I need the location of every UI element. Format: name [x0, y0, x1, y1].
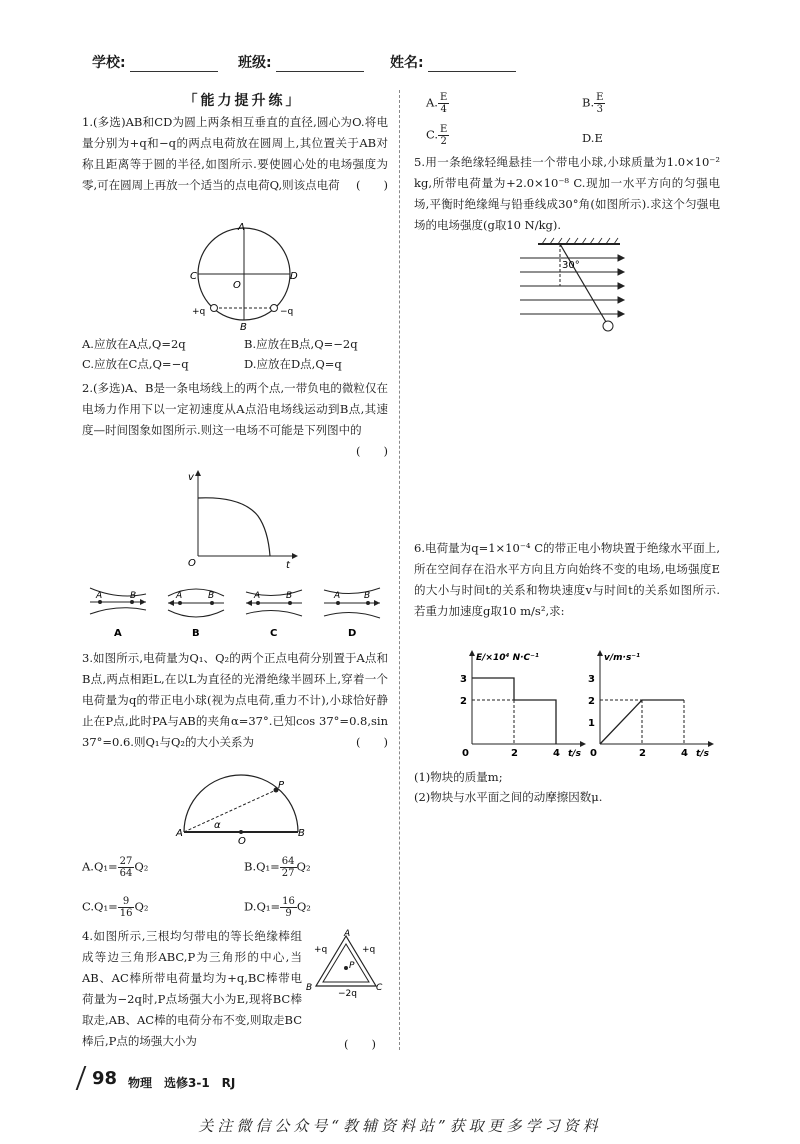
q2-text: 2.(多选)A、B是一条电场线上的两个点,一带负电的微粒仅在电场力作用下以一定初速度从A点沿电场线运动到B点,其速度—时间图象如图所示.则这一电场不可能是下列图中的 ( ): [82, 378, 388, 462]
name-label: 姓名:: [390, 55, 424, 71]
y-tick-label: 1: [588, 718, 595, 729]
label-a: A: [238, 222, 245, 233]
school-field: [92, 52, 218, 72]
q4-paren: ( ): [344, 1037, 376, 1051]
y-axis-arrow: [469, 650, 475, 656]
svg-text:P: P: [349, 961, 355, 971]
svg-text:A: A: [176, 828, 183, 839]
section-title: 「能力提升练」: [183, 93, 303, 109]
q1-text: 1.(多选)AB和CD为圆上两条相互垂直的直径,圆心为O.将电量分别为+q和−q的两点电荷放在圆周上,其位置关于AB对称且距离等于圆的半径,如图所示.要使圆心处的电场强度为零,可在圆周上再放一个适当的点电荷Q,则该点电荷 ( ): [82, 112, 388, 196]
svg-text:A: A: [114, 628, 122, 639]
plus-charge: [211, 305, 218, 312]
q6-v-t-chart: [570, 644, 709, 759]
field-choice-b: [168, 589, 224, 639]
svg-text:+q: +q: [362, 945, 376, 955]
ball: [603, 321, 613, 331]
x-tick-label: 0: [590, 748, 597, 759]
footer-banner: 关注微信公众号“教辅资料站”获取更多学习资料: [198, 1117, 602, 1135]
q3-semicircle-figure: [174, 774, 308, 846]
school-label: 学校:: [92, 55, 126, 71]
velocity-curve: [198, 498, 270, 556]
y-axis-label: v/m·s⁻¹: [604, 653, 640, 663]
svg-text:B: B: [286, 591, 293, 601]
column-divider: [399, 90, 400, 1050]
q1-option-d: D.应放在D点,Q=q: [244, 357, 342, 371]
q4-option-c: C. $\frac{E}{2}$: [426, 124, 448, 147]
svg-text:B: B: [298, 828, 305, 839]
x-tick-label: 2: [511, 748, 518, 759]
field-choice-a: [90, 588, 146, 639]
y-axis-label: E/×10⁴ N·C⁻¹: [476, 653, 539, 663]
label-plus-q: +q: [192, 307, 206, 317]
svg-text:A: A: [254, 591, 261, 601]
q1-paren: ( ): [356, 178, 388, 192]
svg-text:A: A: [96, 591, 103, 601]
angle-label: 30°: [562, 260, 580, 271]
q3-text: 3.如图所示,电荷量为Q₁、Q₂的两个正点电荷分别置于A点和B点,两点相距L,在以L为直径的光滑绝缘半圆环上,穿着一个电荷量为q的带正电小球(视为点电荷,重力不计),小球恰好静止在P点,此时PA与AB的夹角α=37°.已知cos 37°=0.8,sin 37°=0.6.则Q₁与Q₂的大小关系为 ( ): [82, 648, 388, 753]
name-field: [390, 52, 516, 72]
q3-paren: ( ): [356, 735, 388, 749]
q4-option-a: A. $\frac{E}{4}$: [426, 92, 448, 115]
q2-field-choices: [88, 580, 388, 640]
q5-text: 5.用一条绝缘轻绳悬挂一个带电小球,小球质量为1.0×10⁻² kg,所带电荷量为+2.0×10⁻⁸ C.现加一水平方向的匀强电场,平衡时绝缘绳与铅垂线成30°角(如图所示).求这个匀强电场的电场强度(g取10 N/kg).: [414, 155, 720, 232]
svg-text:B: B: [306, 983, 313, 993]
x-axis-label: t/s: [696, 749, 709, 759]
minus-charge: [271, 305, 278, 312]
field-choice-c: [246, 590, 302, 639]
y-tick-label: 2: [460, 696, 467, 707]
class-label: 班级:: [238, 55, 272, 71]
x-tick-label: 0: [462, 748, 469, 759]
label-b: B: [240, 322, 247, 333]
q2-vt-graph: [182, 468, 298, 571]
q5-pendulum-figure: [516, 238, 632, 334]
svg-text:B: B: [192, 628, 200, 639]
svg-text:+q: +q: [314, 945, 328, 955]
q1-option-a: A.应放在A点,Q=2q: [82, 337, 186, 351]
y-axis-arrow: [597, 650, 603, 656]
svg-text:α: α: [214, 820, 221, 831]
svg-text:A: A: [334, 591, 341, 601]
q6-e-t-chart: [442, 644, 581, 759]
svg-text:B: B: [130, 591, 137, 601]
q3-option-a: A.Q₁= $\frac{27}{64}$ Q₂: [82, 856, 149, 879]
origin-o: O: [188, 558, 196, 569]
q4-triangle-figure: [304, 928, 388, 998]
svg-text:O: O: [238, 836, 246, 847]
q2-paren: ( ): [356, 444, 388, 458]
field-choice-d: [324, 588, 380, 639]
q1-option-c: C.应放在C点,Q=−q: [82, 357, 189, 371]
q6-sub1: (1)物块的质量m;: [414, 770, 503, 784]
label-d: D: [290, 271, 298, 282]
svg-text:A: A: [176, 591, 183, 601]
svg-text:B: B: [364, 591, 371, 601]
class-field: [238, 52, 364, 72]
x-axis-label: t/s: [568, 749, 581, 759]
x-tick-label: 2: [639, 748, 646, 759]
label-o: O: [233, 280, 241, 291]
q1-option-b: B.应放在B点,Q=−2q: [244, 337, 358, 351]
y-tick-label: 3: [460, 674, 467, 685]
q1-circle-figure: [190, 222, 300, 334]
svg-text:P: P: [278, 780, 285, 791]
class-blank: [276, 57, 364, 72]
label-c: C: [190, 271, 197, 282]
svg-text:A: A: [344, 929, 351, 939]
y-tick-label: 2: [588, 696, 595, 707]
svg-text:D: D: [348, 628, 357, 639]
axis-v: v: [188, 472, 194, 483]
svg-text:C: C: [376, 983, 383, 993]
q3-option-b: B.Q₁= $\frac{64}{27}$ Q₂: [244, 856, 311, 879]
book-info: 物理 选修3-1 RJ: [128, 1076, 236, 1090]
svg-text:B: B: [208, 591, 215, 601]
label-minus-q: −q: [280, 307, 294, 317]
q4-text-a: 4.如图所示,三根均匀带电的等长绝缘棒组成等边三角形ABC,P为三角形的中心,当AB、AC棒所带电荷量均为+q,BC棒带电荷量为−2q时,P点场强大小为E,现将BC棒取走,AB、AC棒的电荷分布不变,则取走BC棒后,P点的场强大小为: [82, 929, 302, 1048]
q6-sub2: (2)物块与水平面之间的动摩擦因数μ.: [414, 790, 603, 804]
q6-text: 6.电荷量为q=1×10⁻⁴ C的带正电小物块置于绝缘水平面上,所在空间存在沿水平方向且方向始终不变的电场,电场强度E的大小与时间t的关系和物块速度v与时间t的关系如图所示.若重力加速度g取10 m/s²,求:: [414, 541, 720, 618]
name-blank: [428, 57, 516, 72]
q3-option-c: C.Q₁= $\frac{9}{16}$ Q₂: [82, 896, 149, 919]
y-tick-label: 3: [588, 674, 595, 685]
axis-t: t: [286, 560, 290, 571]
svg-text:−2q: −2q: [338, 989, 357, 999]
svg-text:C: C: [270, 628, 278, 639]
page-number: 98: [92, 1068, 118, 1089]
school-blank: [130, 57, 218, 72]
x-tick-label: 4: [553, 748, 560, 759]
q4-option-b: B. $\frac{E}{3}$: [582, 92, 604, 115]
x-axis-arrow: [708, 741, 714, 747]
q3-option-d: D.Q₁= $\frac{16}{9}$ Q₂: [244, 896, 311, 919]
q4-option-d: D.E: [582, 131, 603, 145]
x-tick-label: 4: [681, 748, 688, 759]
